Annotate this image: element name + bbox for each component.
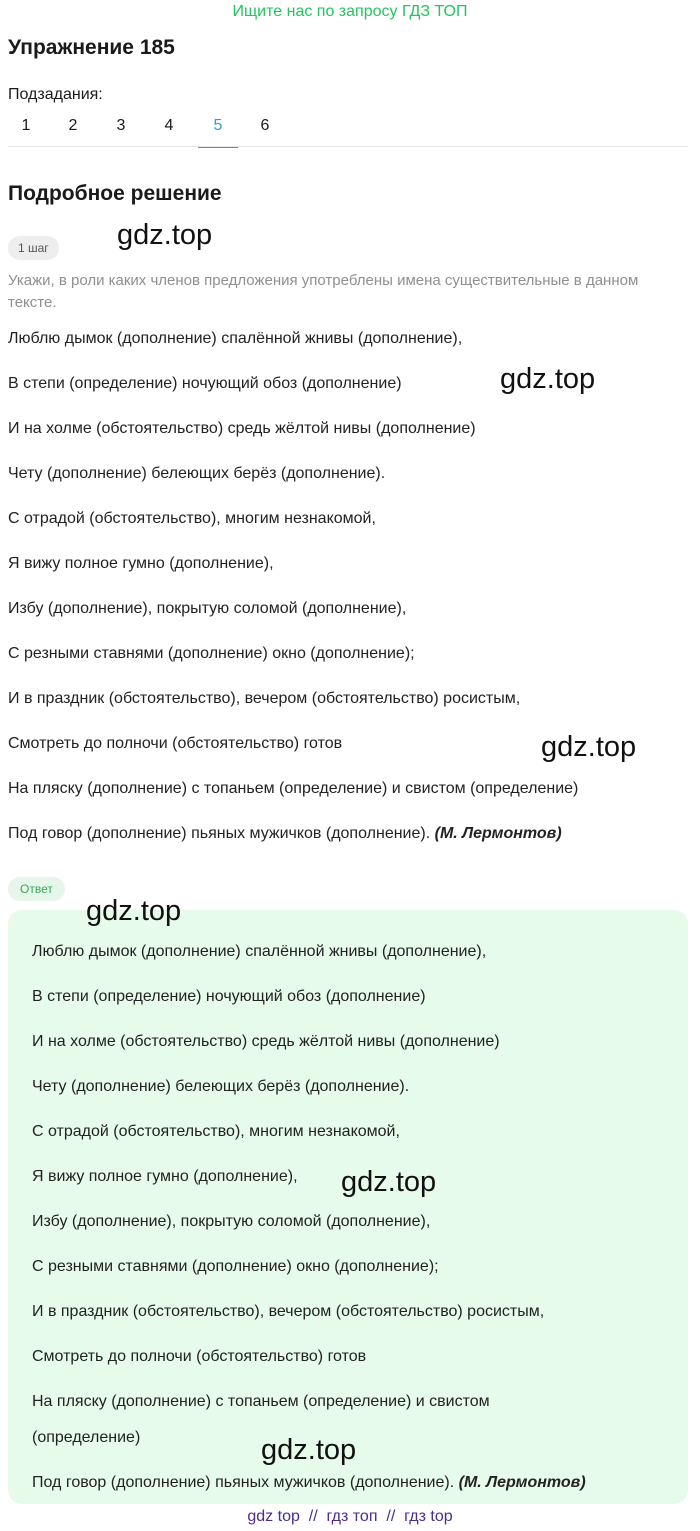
solution-line-last: [8, 824, 562, 844]
footer-links[interactable]: gdz top // гдз топ // гдз top: [247, 1508, 453, 1525]
answer-line: (определение): [32, 1429, 141, 1446]
answer-line: Люблю дымок (дополнение) спалённой жнивы (дополнение),: [32, 943, 487, 960]
tab-3[interactable]: 3: [116, 117, 126, 134]
watermark: gdz.top: [117, 219, 213, 251]
answer-line: Я вижу полное гумно (дополнение),: [32, 1168, 298, 1185]
tab-5[interactable]: 5: [198, 112, 238, 148]
solution-line-text: Под говор (дополнение) пьяных мужичков (дополнение).: [8, 825, 431, 842]
answer-line: Избу (дополнение), покрытую соломой (дополнение),: [32, 1213, 431, 1230]
tabs-divider: [8, 146, 688, 147]
tab-1[interactable]: 1: [21, 117, 31, 134]
page-title: Упражнение 185: [8, 36, 175, 59]
answer-line: В степи (определение) ночующий обоз (дополнение): [32, 988, 426, 1005]
solution-line: В степи (определение) ночующий обоз (дополнение): [8, 375, 402, 392]
watermark: gdz.top: [86, 895, 182, 927]
answer-author: (М. Лермонтов): [458, 1474, 586, 1491]
tab-4[interactable]: 4: [164, 117, 174, 134]
answer-line: Смотреть до полночи (обстоятельство) готов: [32, 1348, 367, 1365]
solution-line: На пляску (дополнение) с топаньем (определение) и свистом (определение): [8, 780, 579, 797]
answer-line-text: Под говор (дополнение) пьяных мужичков (дополнение).: [32, 1474, 455, 1491]
answer-line-last: [32, 1473, 586, 1493]
watermark: gdz.top: [541, 731, 637, 763]
solution-line: Избу (дополнение), покрытую соломой (дополнение),: [8, 600, 407, 617]
watermark: gdz.top: [341, 1166, 437, 1198]
tab-6[interactable]: 6: [260, 117, 270, 134]
solution-line: Люблю дымок (дополнение) спалённой жнивы (дополнение),: [8, 330, 463, 347]
solution-line: Чету (дополнение) белеющих берёз (дополнение).: [8, 465, 386, 482]
step-badge: 1 шаг: [8, 236, 59, 260]
solution-line: Смотреть до полночи (обстоятельство) готов: [8, 735, 343, 752]
solution-line: И на холме (обстоятельство) средь жёлтой нивы (дополнение): [8, 420, 476, 437]
watermark: gdz.top: [261, 1434, 357, 1466]
answer-line: Чету (дополнение) белеющих берёз (дополнение).: [32, 1078, 410, 1095]
subtasks-label: Подзадания:: [8, 86, 103, 103]
answer-line: С отрадой (обстоятельство), многим незнакомой,: [32, 1123, 400, 1140]
tab-2[interactable]: 2: [68, 117, 78, 134]
section-title: Подробное решение: [8, 182, 222, 205]
solution-line: С отрадой (обстоятельство), многим незнакомой,: [8, 510, 376, 527]
answer-line: На пляску (дополнение) с топаньем (определение) и свистом: [32, 1393, 490, 1410]
solution-line: И в праздник (обстоятельство), вечером (обстоятельство) росистым,: [8, 690, 521, 707]
watermark: gdz.top: [500, 363, 596, 395]
answer-line: С резными ставнями (дополнение) окно (дополнение);: [32, 1258, 439, 1275]
author: (М. Лермонтов): [434, 825, 562, 842]
solution-line: С резными ставнями (дополнение) окно (дополнение);: [8, 645, 415, 662]
subtask-tabs: [0, 112, 700, 148]
solution-line: Я вижу полное гумно (дополнение),: [8, 555, 274, 572]
task-text: Укажи, в роли каких членов предложения употреблены имена существительные в данном тексте.: [8, 272, 639, 311]
answer-badge: Ответ: [8, 877, 65, 901]
search-hint-banner: Ищите нас по запросу ГДЗ ТОП: [232, 3, 468, 20]
answer-line: И на холме (обстоятельство) средь жёлтой нивы (дополнение): [32, 1033, 500, 1050]
answer-line: И в праздник (обстоятельство), вечером (обстоятельство) росистым,: [32, 1303, 545, 1320]
